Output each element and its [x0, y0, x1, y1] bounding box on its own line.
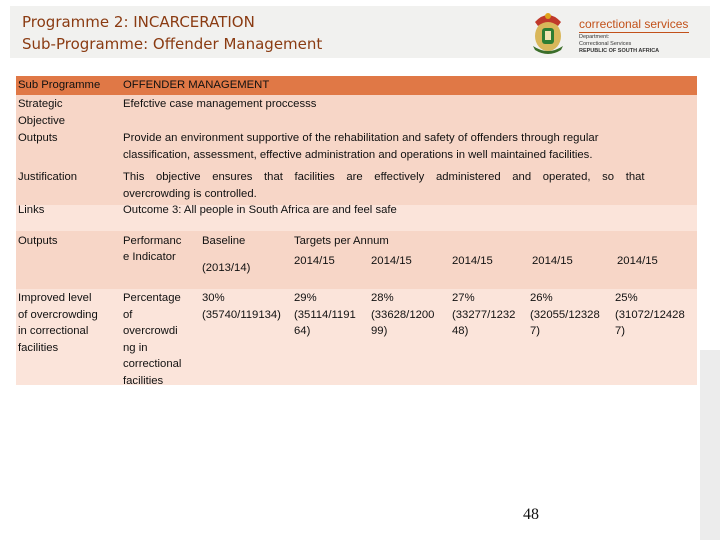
indicator-header-line2: e Indicator [123, 251, 176, 263]
indicator-line: overcrowdi [123, 325, 178, 337]
output-line: facilities [18, 341, 59, 354]
correctional-services-logo [525, 10, 710, 56]
sub-programme-value: OFFENDER MANAGEMENT [123, 79, 270, 91]
target-line: 7) [615, 325, 626, 337]
target-year-1: 2014/15 [294, 255, 335, 267]
output-line: in correctional [18, 325, 89, 337]
indicator-cell [123, 290, 181, 389]
target-line: 25% [615, 292, 638, 304]
dept-name: Correctional Services [579, 41, 632, 47]
justification-label: Justification [18, 171, 78, 183]
table-header-band [16, 76, 697, 95]
target-line: 64) [294, 325, 311, 337]
target-line: (33628/1200 [371, 308, 435, 321]
target-year-4: 2014/15 [532, 255, 573, 267]
targets-header: Targets per Annum [294, 235, 389, 247]
target-year-5: 2014/15 [617, 255, 658, 267]
targets-outputs-label: Outputs [18, 235, 58, 247]
target-line: (35114/1191 [294, 308, 356, 321]
target-line: 7) [530, 325, 541, 337]
target-year-2: 2014/15 [371, 255, 412, 267]
target-line: (33277/1232 [452, 308, 516, 321]
brand-divider [579, 32, 689, 33]
baseline-line: 30% [202, 292, 225, 304]
target-cell-4 [530, 290, 600, 340]
indicator-line: facilities [123, 374, 164, 387]
output-line: Improved level [18, 292, 92, 304]
dept-label: Department: [579, 34, 610, 40]
strategic-objective-value: Efefctive case management proccesss [123, 98, 317, 110]
outputs-value-line2: classification, assessment, effective administration and operations in well maintained facilities. [123, 149, 593, 161]
country-name: REPUBLIC OF SOUTH AFRICA [579, 48, 660, 54]
links-value: Outcome 3: All people in South Africa are and feel safe [123, 204, 397, 216]
indicator-line: Percentage [123, 292, 181, 304]
links-label: Links [18, 204, 45, 216]
strategic-label-line1: Strategic [18, 98, 63, 110]
page-number: 48 [523, 506, 539, 523]
target-line: 48) [452, 325, 469, 337]
outputs-label: Outputs [18, 132, 58, 144]
baseline-header: Baseline [202, 235, 246, 247]
sub-programme-title: Sub-Programme: Offender Management [22, 35, 323, 53]
justification-value-line2: overcrowding is controlled. [123, 188, 257, 200]
target-line: 99) [371, 325, 388, 337]
indicator-line: ng in [123, 341, 148, 354]
output-line: of overcrowding [18, 308, 98, 321]
offender-management-table [16, 76, 697, 385]
indicator-header-line1: Performanc [123, 235, 182, 247]
target-line: 28% [371, 292, 394, 304]
baseline-cell [202, 290, 281, 323]
justification-value-line1: This objective ensures that facilities are effectively administered and operated, so that [123, 171, 645, 183]
target-line: (31072/12428 [615, 308, 685, 321]
brand-name: correctional services [579, 17, 689, 31]
strategic-label-line2: Objective [18, 115, 66, 127]
target-line: (32055/12328 [530, 308, 600, 321]
sub-programme-label: Sub Programme [18, 79, 101, 91]
target-line: 26% [530, 292, 553, 304]
slide-header [10, 6, 710, 58]
baseline-line: (35740/119134) [202, 308, 281, 321]
target-cell-3 [452, 290, 515, 340]
output-cell [18, 290, 98, 356]
indicator-line: of [123, 308, 133, 321]
edge-shade [700, 350, 720, 540]
indicator-line: correctional [123, 358, 182, 370]
programme-title: Programme 2: INCARCERATION [22, 13, 255, 31]
target-line: 27% [452, 292, 475, 304]
target-cell-5 [615, 290, 685, 340]
outputs-value-line1: Provide an environment supportive of the rehabilitation and safety of offenders through regular [123, 132, 599, 144]
target-cell-2 [371, 290, 434, 340]
baseline-year: (2013/14) [202, 262, 251, 274]
target-cell-1 [294, 290, 356, 340]
target-line: 29% [294, 292, 317, 304]
coat-of-arms-icon [525, 10, 571, 56]
target-year-3: 2014/15 [452, 255, 493, 267]
